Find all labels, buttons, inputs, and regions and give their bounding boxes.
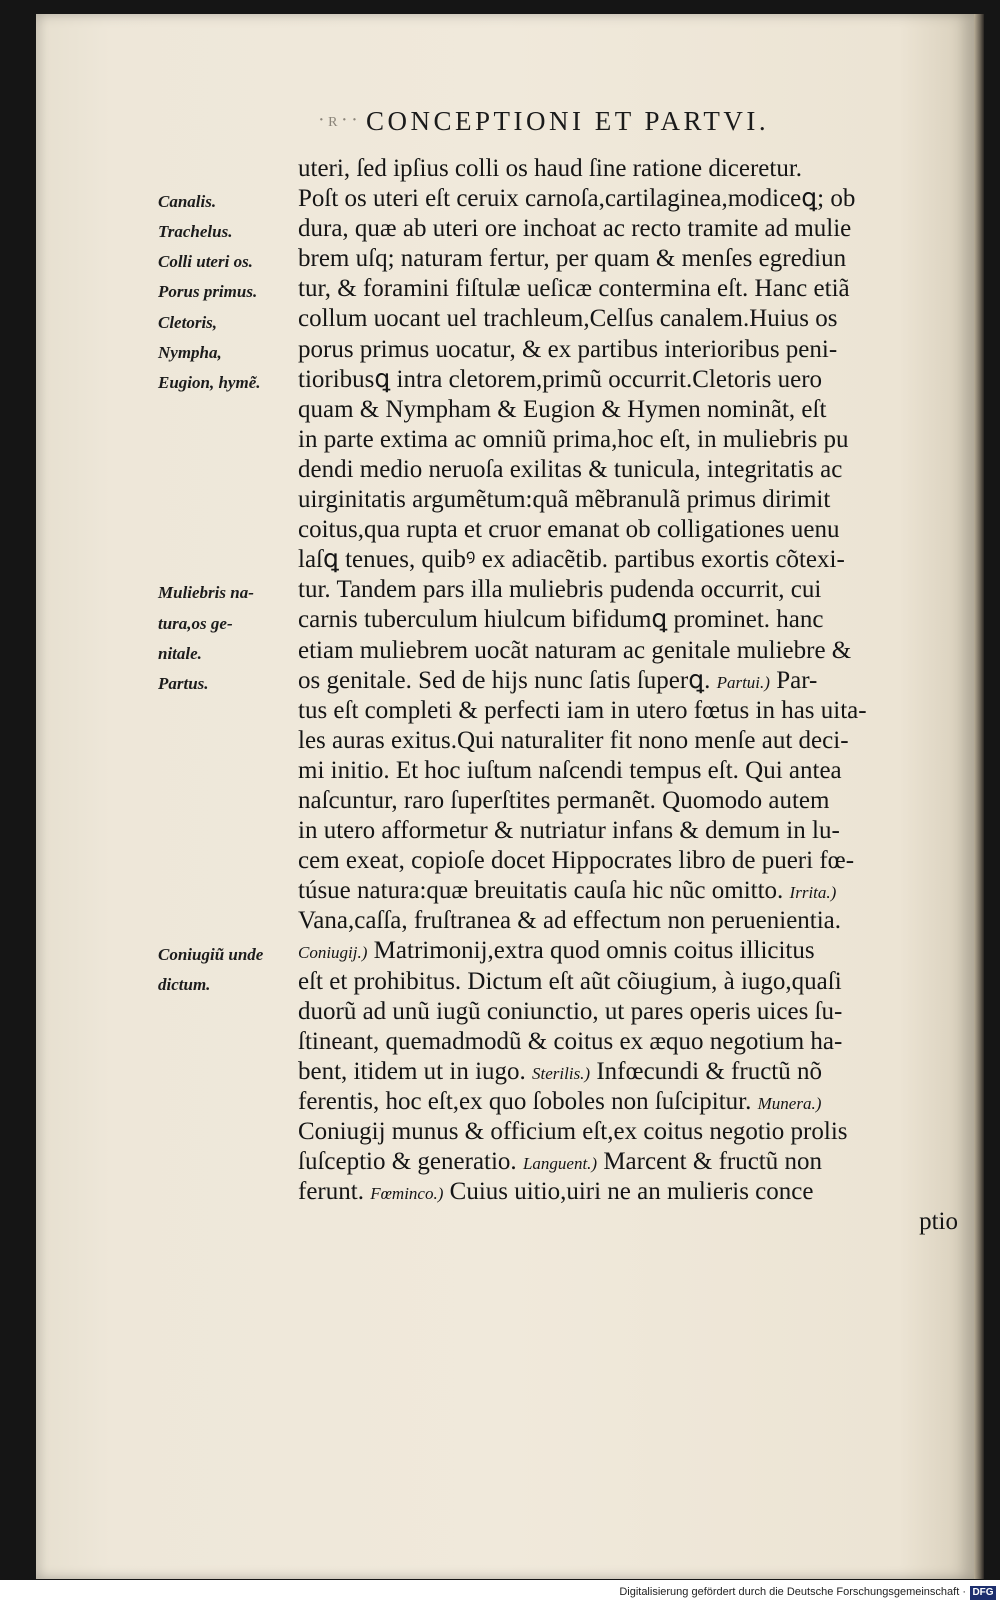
text-line [298, 786, 958, 816]
text-line [298, 1177, 958, 1207]
footer-text: Digitalisierung gefördert durch die Deutsche Forschungsgemeinschaft · [619, 1586, 966, 1598]
ornament-mark: ·r·· [318, 109, 362, 131]
text-line [298, 184, 958, 214]
text-segment: uteri, ſed ipſius colli os haud ſine ratione diceretur. [298, 155, 803, 182]
text-line [298, 1027, 958, 1057]
text-line [298, 1087, 958, 1117]
text-segment: ferentis, hoc eſt,ex quo ſoboles non ſuſcipitur. [298, 1087, 758, 1115]
text-line [298, 575, 958, 605]
text-line [298, 335, 958, 365]
text-line [298, 515, 958, 545]
margin-note: nitale. [158, 643, 202, 663]
lemma-cue: Coniugij.) [298, 943, 368, 963]
margin-note: Nympha, [158, 342, 222, 362]
book-page [36, 14, 974, 1579]
text-segment: tur, & foramini fiſtulæ ueſicæ contermina eſt. Hanc etiã [298, 275, 850, 303]
text-segment: bent, itidem ut in iugo. [298, 1057, 533, 1085]
text-line [298, 846, 958, 876]
text-line [298, 666, 958, 696]
text-segment: ptio [919, 1208, 958, 1236]
text-segment: naſcuntur, raro ſuperſtites permanẽt. Quomodo autem [298, 786, 830, 814]
text-line [298, 485, 958, 515]
text-segment: túsue natura:quæ breuitatis cauſa hic nũc omitto. [298, 877, 790, 905]
text-line [298, 696, 958, 726]
text-segment: quam & Nympham & Eugion & Hymen nominãt, eſt [298, 395, 827, 423]
text-segment: ſuſceptio & generatio. [298, 1148, 523, 1176]
footer-bar [0, 1584, 1000, 1604]
text-segment: in parte extima ac omniũ prima,hoc eſt, in muliebris pu [298, 425, 849, 453]
text-segment: collum uocant uel trachleum,Celſus canalem.Huius os [298, 305, 838, 333]
text-line [298, 1057, 958, 1087]
margin-note: Trachelus. [158, 222, 233, 242]
margin-note: Porus primus. [158, 282, 258, 302]
text-line [298, 726, 958, 756]
text-line [298, 365, 958, 395]
text-segment: brem uſq; naturam fertur, per quam & menſes egrediun [298, 245, 847, 273]
text-line [298, 214, 958, 244]
dfg-logo: DFG [970, 1586, 996, 1600]
text-segment: tioribusꝗ intra cletorem,primũ occurrit.Cletoris uero [298, 365, 823, 393]
text-segment: duorũ ad unũ iugũ coniunctio, ut pares operis uices ſu- [298, 997, 843, 1025]
text-segment: eſt et prohibitus. Dictum eſt aũt cõiugium, à iugo,quaſi [298, 967, 842, 995]
text-line [298, 967, 958, 997]
lemma-cue: Fœminco.) [370, 1184, 444, 1204]
margin-note: Muliebris na- [158, 583, 254, 603]
text-segment: Marcent & fructũ non [597, 1148, 823, 1176]
lemma-cue: Munera.) [757, 1093, 822, 1113]
text-segment: in utero afformetur & nutriatur infans & demum in lu- [298, 817, 840, 845]
text-line [298, 425, 958, 455]
text-segment: carnis tuberculum hiulcum bifidumꝗ prominet. hanc [298, 606, 824, 634]
margin-note: Cletoris, [158, 312, 218, 332]
text-line [298, 1117, 958, 1147]
text-segment: Par- [769, 666, 818, 694]
text-segment: Coniugij munus & officium eſt,ex coitus negotio prolis [298, 1118, 848, 1145]
lemma-cue: Irrita.) [789, 883, 837, 903]
text-line [298, 455, 958, 485]
text-line [298, 1147, 958, 1177]
text-line [298, 636, 958, 666]
text-segment: Infœcundi & fructũ nõ [590, 1057, 822, 1085]
text-line [298, 756, 958, 786]
margin-note: Canalis. [158, 192, 217, 212]
text-line [298, 876, 958, 906]
text-segment: Cuius uitio,uiri ne an mulieris conce [443, 1178, 814, 1206]
text-segment: les auras exitus.Qui naturaliter fit nono menſe aut deci- [298, 726, 849, 754]
page-edge [974, 14, 984, 1579]
text-segment: ſtineant, quemadmodũ & coitus ex æquo negotium ha- [298, 1027, 843, 1055]
text-segment: etiam muliebrem uocãt naturam ac genitale muliebre & [298, 636, 852, 664]
text-line [298, 906, 958, 936]
text-segment: tur. Tandem pars illa muliebris pudenda occurrit, cui [298, 576, 822, 604]
margin-note: tura,os ge- [158, 613, 233, 633]
text-line [298, 395, 958, 425]
text-segment: tus eſt completi & perfecti iam in utero fœtus in has uita- [298, 696, 867, 724]
text-segment: dendi medio neruoſa exilitas & tunicula, integritatis ac [298, 455, 843, 483]
margin-note: Eugion, hymẽ. [158, 372, 261, 392]
text-line [298, 244, 958, 274]
margin-note: dictum. [158, 974, 211, 994]
text-segment: Poſt os uteri eſt ceruix carnoſa,cartilaginea,modiceꝗ; ob [298, 185, 856, 213]
text-line [298, 154, 958, 184]
text-line [298, 936, 958, 966]
text-line [298, 1207, 958, 1237]
text-segment: uirginitatis argumẽtum:quã mẽbranulã primus dirimit [298, 486, 831, 514]
text-segment: mi initio. Et hoc iuſtum naſcendi tempus eſt. Qui antea [298, 756, 842, 784]
text-segment: cem exeat, copioſe docet Hippocrates libro de pueri fœ- [298, 847, 855, 875]
body-text [298, 154, 958, 1237]
text-segment: porus primus uocatur, & ex partibus interioribus peni- [298, 335, 838, 363]
text-line [298, 816, 958, 846]
text-segment: coitus,qua rupta et cruor emanat ob colligationes uenu [298, 516, 840, 544]
text-segment: os genitale. Sed de hijs nunc ſatis ſuperꝗ. [298, 666, 717, 694]
lemma-cue: Sterilis.) [532, 1063, 591, 1083]
text-line [298, 274, 958, 304]
text-line [298, 997, 958, 1027]
lemma-cue: Languent.) [522, 1154, 598, 1174]
text-segment: laſꝗ tenues, quibꝰ ex adiacẽtib. partibus exortis cõtexi- [298, 546, 845, 574]
text-segment: Matrimonij,extra quod omnis coitus illicitus [367, 937, 815, 965]
text-line [298, 304, 958, 334]
text-segment: Vana,caſſa, fruſtranea & ad effectum non peruenientia. [298, 907, 842, 935]
running-head-text: CONCEPTIONI ET PARTVI. [366, 106, 770, 136]
text-segment: dura, quæ ab uteri ore inchoat ac recto tramite ad mulie [298, 215, 852, 243]
lemma-cue: Partui.) [716, 672, 770, 692]
running-head [318, 106, 946, 146]
margin-note: Colli uteri os. [158, 252, 253, 272]
text-segment: ferunt. [298, 1178, 371, 1206]
margin-note: Partus. [158, 673, 209, 693]
text-line [298, 605, 958, 635]
text-line [298, 545, 958, 575]
margin-note: Coniugiũ unde [158, 944, 264, 964]
